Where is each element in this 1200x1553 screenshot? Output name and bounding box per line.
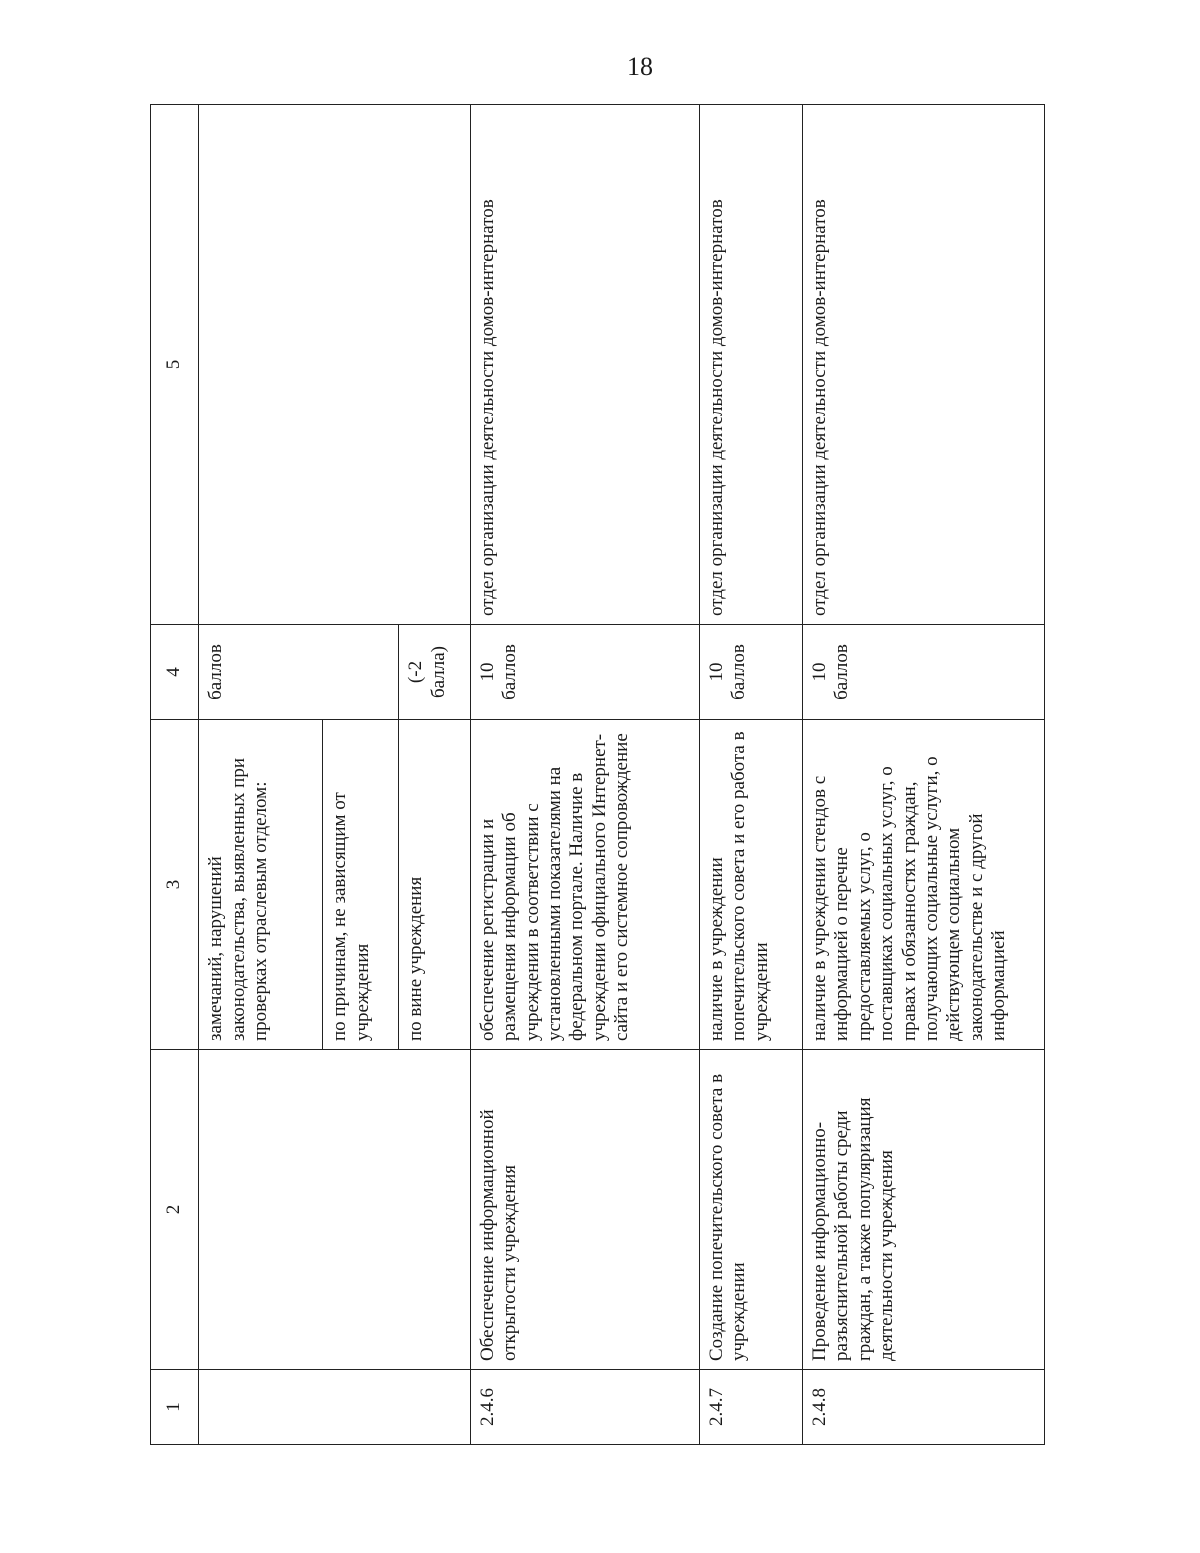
points-value: 10 баллов: [470, 625, 699, 720]
header-col-4: 4: [151, 625, 199, 720]
criterion-text: наличие в учреждении стендов с информацией о перечне предоставляемых услуг, о поставщиках социальных услуг, о правах и обязанностях граждан, получающих социальные услуги, о действующем социальном законодательстве и с другой информацией: [803, 720, 1045, 1050]
row-number: 2.4.7: [699, 1370, 802, 1445]
indicator-name: Создание попечительского совета в учреждении: [699, 1050, 802, 1370]
table-row: [199, 105, 323, 1445]
indicator-name: Проведение информационно-разъяснительной работы среди граждан, а также популяризация деятельности учреждения: [803, 1050, 1045, 1370]
table-row: [803, 105, 1045, 1445]
indicator-name: [199, 1050, 470, 1370]
header-col-1: 1: [151, 1370, 199, 1445]
header-col-5: 5: [151, 105, 199, 625]
indicator-name: Обеспечение информационной открытости учреждения: [470, 1050, 699, 1370]
criterion-text: замечаний, нарушений законодательства, выявленных при проверках отраслевым отделом:: [199, 720, 323, 1050]
criteria-table: [150, 104, 1045, 1445]
points-value: баллов: [199, 625, 399, 720]
responsible-dept: отдел организации деятельности домов-интернатов: [470, 105, 699, 625]
table-row: [699, 105, 802, 1445]
criterion-text: по причинам, не зависящим от учреждения: [323, 720, 399, 1050]
responsible-dept: отдел организации деятельности домов-интернатов: [803, 105, 1045, 625]
criterion-text: обеспечение регистрации и размещения информации об учреждении в соответствии с установленными показателями на федеральном портале. Наличие в учреждении официального Интернет-сайта и его системное сопровождение: [470, 720, 699, 1050]
row-number: 2.4.8: [803, 1370, 1045, 1445]
header-col-2: 2: [151, 1050, 199, 1370]
criterion-text: наличие в учреждении попечительского совета и его работа в учреждении: [699, 720, 802, 1050]
table-row: [470, 105, 699, 1445]
row-number: 2.4.6: [470, 1370, 699, 1445]
header-col-3: 3: [151, 720, 199, 1050]
points-value: 10 баллов: [803, 625, 1045, 720]
header-row: [151, 105, 199, 1445]
criterion-text: по вине учреждения: [399, 720, 471, 1050]
row-number: [199, 1370, 470, 1445]
points-value: 10 баллов: [699, 625, 802, 720]
points-value: (-2 балла): [399, 625, 471, 720]
responsible-dept: [199, 105, 470, 625]
rotated-table-container: [150, 105, 1045, 1445]
page-number: 18: [627, 52, 653, 81]
responsible-dept: отдел организации деятельности домов-интернатов: [699, 105, 802, 625]
